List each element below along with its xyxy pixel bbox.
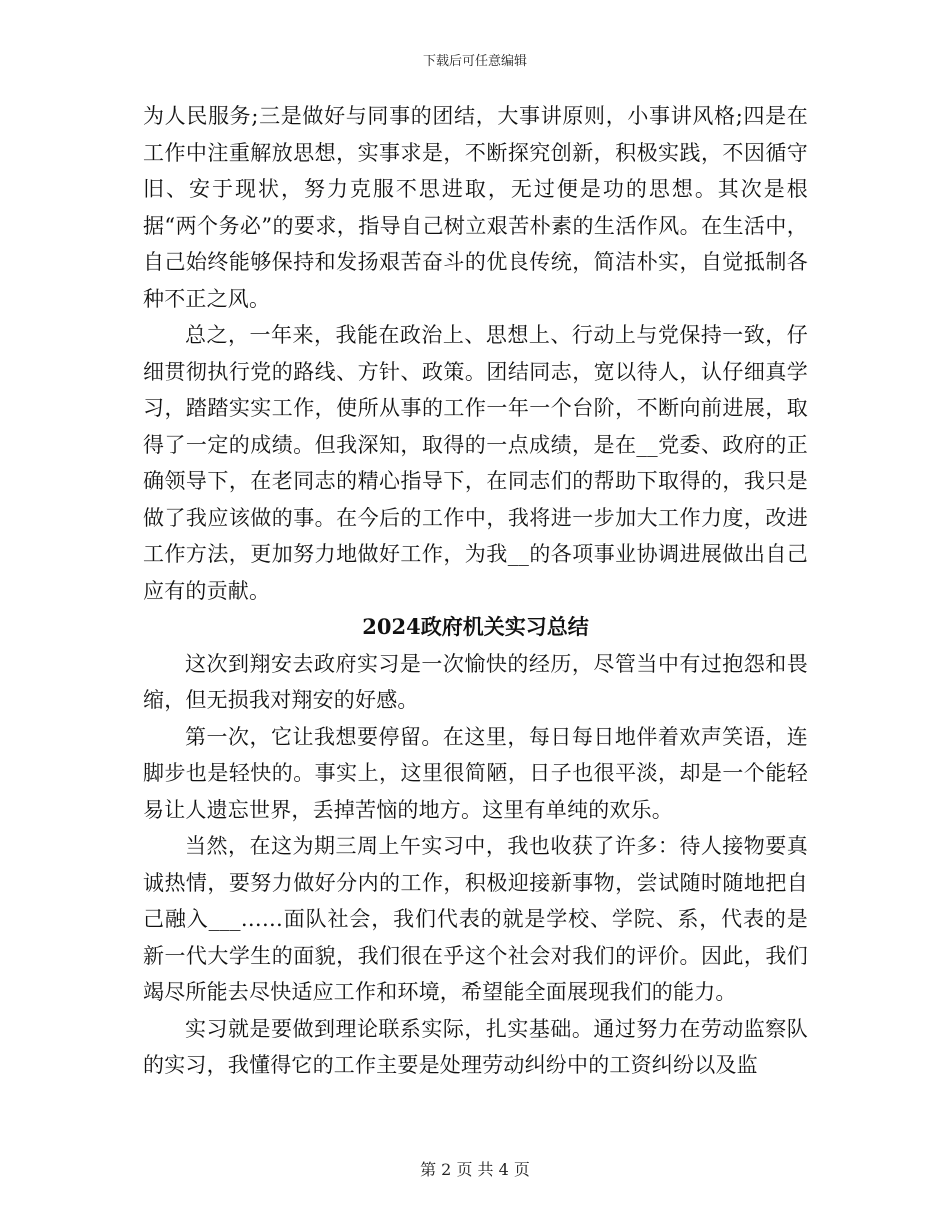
page-number: 第 2 页 共 4 页 xyxy=(420,1160,530,1179)
paragraph: 总之，一年来，我能在政治上、思想上、行动上与党保持一致，仔细贯彻执行党的路线、方针、政策。团结同志，宽以待人，认仔细真学习，踏踏实实工作，使所从事的工作一年一个台阶，不断向前进展，取得了一定的成绩。但我深知，取得的一点成绩，是在__党委、政府的正确领导下，在老同志的精心指导下，在同志们的帮助下取得的，我只是做了我应该做的事。在今后的工作中，我将进一步加大工作力度，改进工作方法，更加努力地做好工作，为我__的各项事业协调进展做出自己应有的贡献。 xyxy=(143,323,808,603)
section-title: 2024政府机关实习总结 xyxy=(362,614,589,639)
page-header: 下载后可任意编辑 xyxy=(422,54,527,69)
paragraph: 为人民服务;三是做好与同事的团结，大事讲原则，小事讲风格;四是在工作中注重解放思想，实事求是，不断探究创新，积极实践，不因循守旧、安于现状，努力克服不思进取，无过便是功的思想。其次是根据“两个务必”的要求，指导自己树立艰苦朴素的生活作风。在生活中，自己始终能够保持和发扬艰苦奋斗的优良传统，简洁朴实，自觉抵制各种不正之风。 xyxy=(143,104,808,311)
paragraph: 这次到翔安去政府实习是一次愉快的经历，尽管当中有过抱怨和畏缩，但无损我对翔安的好感。 xyxy=(143,651,808,712)
document-body xyxy=(143,98,808,1084)
paragraph: 当然，在这为期三周上午实习中，我也收获了许多：待人接物要真诚热情，要努力做好分内的工作，积极迎接新事物，尝试随时随地把自己融入___……面队社会，我们代表的就是学校、学院、系，代表的是新一代大学生的面貌，我们很在乎这个社会对我们的评价。因此，我们竭尽所能去尽快适应工作和环境，希望能全面展现我们的能力。 xyxy=(143,834,808,1004)
paragraph: 第一次，它让我想要停留。在这里，每日每日地伴着欢声笑语，连脚步也是轻快的。事实上，这里很简陋，日子也很平淡，却是一个能轻易让人遗忘世界，丢掉苦恼的地方。这里有单纯的欢乐。 xyxy=(143,724,808,822)
paragraph: 实习就是要做到理论联系实际，扎实基础。通过努力在劳动监察队的实习，我懂得它的工作主要是处理劳动纠纷中的工资纠纷以及监 xyxy=(143,1016,808,1077)
